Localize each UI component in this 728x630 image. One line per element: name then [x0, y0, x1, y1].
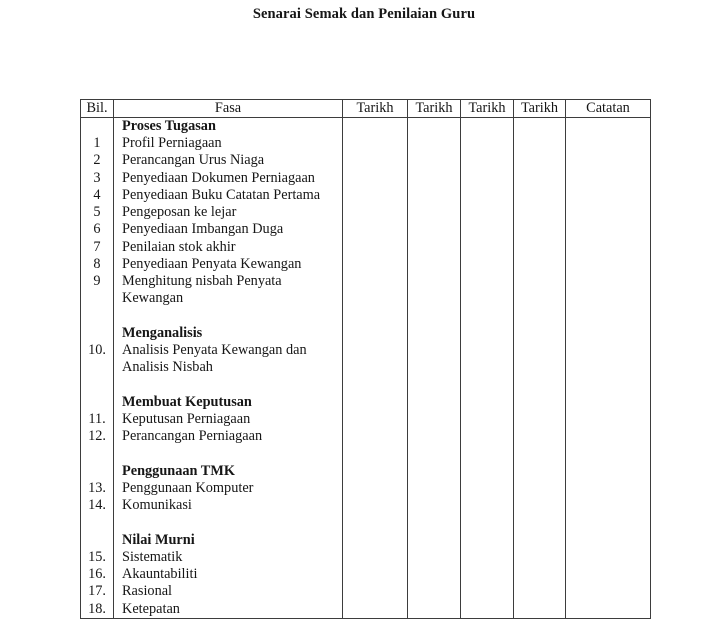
tarikh-cell-1	[343, 445, 408, 462]
tarikh-cell-1	[343, 118, 408, 136]
tarikh-cell-3	[461, 221, 514, 238]
catatan-cell	[566, 480, 651, 497]
bil-cell: 11.	[81, 411, 114, 428]
fasa-cell: Komunikasi	[114, 497, 343, 514]
fasa-cell: Akauntabiliti	[114, 566, 343, 583]
tarikh-cell-2	[408, 377, 461, 394]
tarikh-cell-4	[514, 273, 566, 290]
catatan-cell	[566, 221, 651, 238]
tarikh-cell-1	[343, 325, 408, 342]
table-row	[81, 514, 651, 531]
checklist-header	[81, 100, 651, 118]
fasa-cell	[114, 445, 343, 462]
fasa-cell: Analisis Penyata Kewangan dan	[114, 342, 343, 359]
col-header-bil: Bil.	[81, 100, 114, 118]
tarikh-cell-1	[343, 497, 408, 514]
bil-cell	[81, 463, 114, 480]
tarikh-cell-4	[514, 480, 566, 497]
table-row	[81, 342, 651, 359]
tarikh-cell-2	[408, 204, 461, 221]
table-row	[81, 187, 651, 204]
table-row	[81, 359, 651, 376]
fasa-cell: Penyediaan Buku Catatan Pertama	[114, 187, 343, 204]
tarikh-cell-3	[461, 342, 514, 359]
checklist-table	[80, 99, 651, 619]
fasa-cell: Analisis Nisbah	[114, 359, 343, 376]
tarikh-cell-4	[514, 428, 566, 445]
fasa-cell: Nilai Murni	[114, 532, 343, 549]
tarikh-cell-2	[408, 290, 461, 307]
tarikh-cell-2	[408, 359, 461, 376]
tarikh-cell-3	[461, 497, 514, 514]
fasa-cell: Pengeposan ke lejar	[114, 204, 343, 221]
bil-cell: 2	[81, 152, 114, 169]
col-header-tarikh-1: Tarikh	[343, 100, 408, 118]
fasa-cell: Kewangan	[114, 290, 343, 307]
tarikh-cell-2	[408, 445, 461, 462]
tarikh-cell-2	[408, 480, 461, 497]
checklist-body	[81, 118, 651, 619]
bil-cell: 15.	[81, 549, 114, 566]
catatan-cell	[566, 566, 651, 583]
table-row	[81, 135, 651, 152]
table-row	[81, 532, 651, 549]
bil-cell: 18.	[81, 601, 114, 619]
tarikh-cell-4	[514, 497, 566, 514]
tarikh-cell-4	[514, 290, 566, 307]
catatan-cell	[566, 411, 651, 428]
catatan-cell	[566, 463, 651, 480]
table-row	[81, 601, 651, 619]
col-header-tarikh-2: Tarikh	[408, 100, 461, 118]
tarikh-cell-3	[461, 532, 514, 549]
bil-cell	[81, 118, 114, 136]
tarikh-cell-2	[408, 497, 461, 514]
tarikh-cell-1	[343, 411, 408, 428]
table-row	[81, 549, 651, 566]
bil-cell: 17.	[81, 583, 114, 600]
catatan-cell	[566, 204, 651, 221]
tarikh-cell-1	[343, 152, 408, 169]
fasa-cell: Profil Perniagaan	[114, 135, 343, 152]
tarikh-cell-1	[343, 549, 408, 566]
tarikh-cell-1	[343, 256, 408, 273]
bil-cell: 5	[81, 204, 114, 221]
table-row	[81, 118, 651, 136]
catatan-cell	[566, 583, 651, 600]
tarikh-cell-3	[461, 428, 514, 445]
tarikh-cell-1	[343, 221, 408, 238]
tarikh-cell-2	[408, 566, 461, 583]
table-row	[81, 239, 651, 256]
catatan-cell	[566, 135, 651, 152]
tarikh-cell-3	[461, 170, 514, 187]
tarikh-cell-2	[408, 325, 461, 342]
catatan-cell	[566, 601, 651, 619]
tarikh-cell-4	[514, 342, 566, 359]
table-row	[81, 428, 651, 445]
bil-cell: 1	[81, 135, 114, 152]
tarikh-cell-3	[461, 290, 514, 307]
tarikh-cell-3	[461, 187, 514, 204]
tarikh-cell-2	[408, 239, 461, 256]
tarikh-cell-3	[461, 394, 514, 411]
catatan-cell	[566, 428, 651, 445]
fasa-cell: Penggunaan Komputer	[114, 480, 343, 497]
tarikh-cell-2	[408, 514, 461, 531]
tarikh-cell-4	[514, 583, 566, 600]
fasa-cell: Sistematik	[114, 549, 343, 566]
tarikh-cell-2	[408, 308, 461, 325]
tarikh-cell-4	[514, 256, 566, 273]
fasa-cell: Penggunaan TMK	[114, 463, 343, 480]
table-row	[81, 256, 651, 273]
catatan-cell	[566, 170, 651, 187]
tarikh-cell-4	[514, 566, 566, 583]
bil-cell: 6	[81, 221, 114, 238]
tarikh-cell-4	[514, 118, 566, 136]
tarikh-cell-3	[461, 152, 514, 169]
tarikh-cell-3	[461, 273, 514, 290]
bil-cell	[81, 290, 114, 307]
tarikh-cell-1	[343, 377, 408, 394]
fasa-cell: Proses Tugasan	[114, 118, 343, 136]
tarikh-cell-3	[461, 325, 514, 342]
fasa-cell: Menghitung nisbah Penyata	[114, 273, 343, 290]
col-header-catatan: Catatan	[566, 100, 651, 118]
tarikh-cell-2	[408, 463, 461, 480]
tarikh-cell-3	[461, 239, 514, 256]
tarikh-cell-1	[343, 135, 408, 152]
catatan-cell	[566, 325, 651, 342]
fasa-cell: Penyediaan Dokumen Perniagaan	[114, 170, 343, 187]
tarikh-cell-2	[408, 170, 461, 187]
header-row	[81, 100, 651, 118]
tarikh-cell-2	[408, 187, 461, 204]
bil-cell	[81, 325, 114, 342]
tarikh-cell-3	[461, 445, 514, 462]
tarikh-cell-4	[514, 463, 566, 480]
table-row	[81, 566, 651, 583]
fasa-cell: Keputusan Perniagaan	[114, 411, 343, 428]
table-row	[81, 411, 651, 428]
tarikh-cell-1	[343, 239, 408, 256]
tarikh-cell-3	[461, 204, 514, 221]
tarikh-cell-1	[343, 273, 408, 290]
tarikh-cell-2	[408, 601, 461, 619]
table-row	[81, 377, 651, 394]
tarikh-cell-1	[343, 342, 408, 359]
bil-cell	[81, 445, 114, 462]
catatan-cell	[566, 532, 651, 549]
tarikh-cell-4	[514, 325, 566, 342]
catatan-cell	[566, 514, 651, 531]
tarikh-cell-2	[408, 532, 461, 549]
tarikh-cell-1	[343, 394, 408, 411]
bil-cell: 12.	[81, 428, 114, 445]
tarikh-cell-2	[408, 118, 461, 136]
col-header-tarikh-4: Tarikh	[514, 100, 566, 118]
catatan-cell	[566, 549, 651, 566]
tarikh-cell-4	[514, 514, 566, 531]
tarikh-cell-1	[343, 359, 408, 376]
tarikh-cell-4	[514, 532, 566, 549]
table-row	[81, 273, 651, 290]
tarikh-cell-3	[461, 377, 514, 394]
tarikh-cell-1	[343, 566, 408, 583]
tarikh-cell-1	[343, 308, 408, 325]
fasa-cell: Menganalisis	[114, 325, 343, 342]
tarikh-cell-4	[514, 394, 566, 411]
fasa-cell	[114, 377, 343, 394]
tarikh-cell-2	[408, 342, 461, 359]
table-row	[81, 445, 651, 462]
catatan-cell	[566, 118, 651, 136]
catatan-cell	[566, 394, 651, 411]
tarikh-cell-3	[461, 514, 514, 531]
tarikh-cell-4	[514, 221, 566, 238]
table-row	[81, 308, 651, 325]
catatan-cell	[566, 497, 651, 514]
tarikh-cell-1	[343, 170, 408, 187]
table-row	[81, 290, 651, 307]
tarikh-cell-2	[408, 256, 461, 273]
tarikh-cell-4	[514, 377, 566, 394]
bil-cell	[81, 377, 114, 394]
tarikh-cell-4	[514, 601, 566, 619]
catatan-cell	[566, 359, 651, 376]
fasa-cell: Ketepatan	[114, 601, 343, 619]
tarikh-cell-3	[461, 566, 514, 583]
fasa-cell: Rasional	[114, 583, 343, 600]
bil-cell: 14.	[81, 497, 114, 514]
bil-cell: 8	[81, 256, 114, 273]
tarikh-cell-3	[461, 463, 514, 480]
col-header-tarikh-3: Tarikh	[461, 100, 514, 118]
fasa-cell	[114, 514, 343, 531]
fasa-cell: Perancangan Perniagaan	[114, 428, 343, 445]
table-row	[81, 152, 651, 169]
catatan-cell	[566, 445, 651, 462]
bil-cell	[81, 394, 114, 411]
bil-cell: 9	[81, 273, 114, 290]
tarikh-cell-4	[514, 308, 566, 325]
tarikh-cell-3	[461, 480, 514, 497]
tarikh-cell-2	[408, 428, 461, 445]
catatan-cell	[566, 377, 651, 394]
table-row	[81, 463, 651, 480]
tarikh-cell-4	[514, 359, 566, 376]
bil-cell: 13.	[81, 480, 114, 497]
tarikh-cell-3	[461, 549, 514, 566]
tarikh-cell-1	[343, 428, 408, 445]
tarikh-cell-4	[514, 239, 566, 256]
bil-cell: 16.	[81, 566, 114, 583]
tarikh-cell-4	[514, 152, 566, 169]
tarikh-cell-1	[343, 514, 408, 531]
fasa-cell: Penyediaan Imbangan Duga	[114, 221, 343, 238]
bil-cell	[81, 532, 114, 549]
bil-cell	[81, 359, 114, 376]
table-row	[81, 394, 651, 411]
table-row	[81, 325, 651, 342]
catatan-cell	[566, 239, 651, 256]
tarikh-cell-1	[343, 290, 408, 307]
catatan-cell	[566, 187, 651, 204]
table-row	[81, 497, 651, 514]
tarikh-cell-1	[343, 601, 408, 619]
tarikh-cell-2	[408, 549, 461, 566]
bil-cell: 10.	[81, 342, 114, 359]
tarikh-cell-2	[408, 411, 461, 428]
tarikh-cell-4	[514, 170, 566, 187]
fasa-cell: Membuat Keputusan	[114, 394, 343, 411]
tarikh-cell-1	[343, 532, 408, 549]
tarikh-cell-4	[514, 445, 566, 462]
page-title: Senarai Semak dan Penilaian Guru	[252, 6, 476, 22]
tarikh-cell-4	[514, 204, 566, 221]
fasa-cell: Penyediaan Penyata Kewangan	[114, 256, 343, 273]
tarikh-cell-3	[461, 135, 514, 152]
tarikh-cell-2	[408, 273, 461, 290]
tarikh-cell-3	[461, 583, 514, 600]
tarikh-cell-1	[343, 204, 408, 221]
tarikh-cell-3	[461, 411, 514, 428]
tarikh-cell-1	[343, 187, 408, 204]
tarikh-cell-2	[408, 394, 461, 411]
tarikh-cell-3	[461, 118, 514, 136]
bil-cell: 4	[81, 187, 114, 204]
tarikh-cell-3	[461, 308, 514, 325]
fasa-cell	[114, 308, 343, 325]
tarikh-cell-4	[514, 549, 566, 566]
tarikh-cell-1	[343, 463, 408, 480]
bil-cell	[81, 514, 114, 531]
tarikh-cell-3	[461, 601, 514, 619]
col-header-fasa: Fasa	[114, 100, 343, 118]
table-row	[81, 204, 651, 221]
tarikh-cell-2	[408, 135, 461, 152]
tarikh-cell-2	[408, 152, 461, 169]
fasa-cell: Penilaian stok akhir	[114, 239, 343, 256]
bil-cell	[81, 308, 114, 325]
bil-cell: 7	[81, 239, 114, 256]
catatan-cell	[566, 342, 651, 359]
tarikh-cell-4	[514, 187, 566, 204]
tarikh-cell-3	[461, 256, 514, 273]
tarikh-cell-4	[514, 135, 566, 152]
table-row	[81, 170, 651, 187]
catatan-cell	[566, 152, 651, 169]
catatan-cell	[566, 308, 651, 325]
table-row	[81, 583, 651, 600]
fasa-cell: Perancangan Urus Niaga	[114, 152, 343, 169]
bil-cell: 3	[81, 170, 114, 187]
tarikh-cell-1	[343, 480, 408, 497]
tarikh-cell-1	[343, 583, 408, 600]
catatan-cell	[566, 273, 651, 290]
catatan-cell	[566, 290, 651, 307]
table-row	[81, 221, 651, 238]
tarikh-cell-4	[514, 411, 566, 428]
table-row	[81, 480, 651, 497]
tarikh-cell-2	[408, 583, 461, 600]
tarikh-cell-3	[461, 359, 514, 376]
catatan-cell	[566, 256, 651, 273]
tarikh-cell-2	[408, 221, 461, 238]
